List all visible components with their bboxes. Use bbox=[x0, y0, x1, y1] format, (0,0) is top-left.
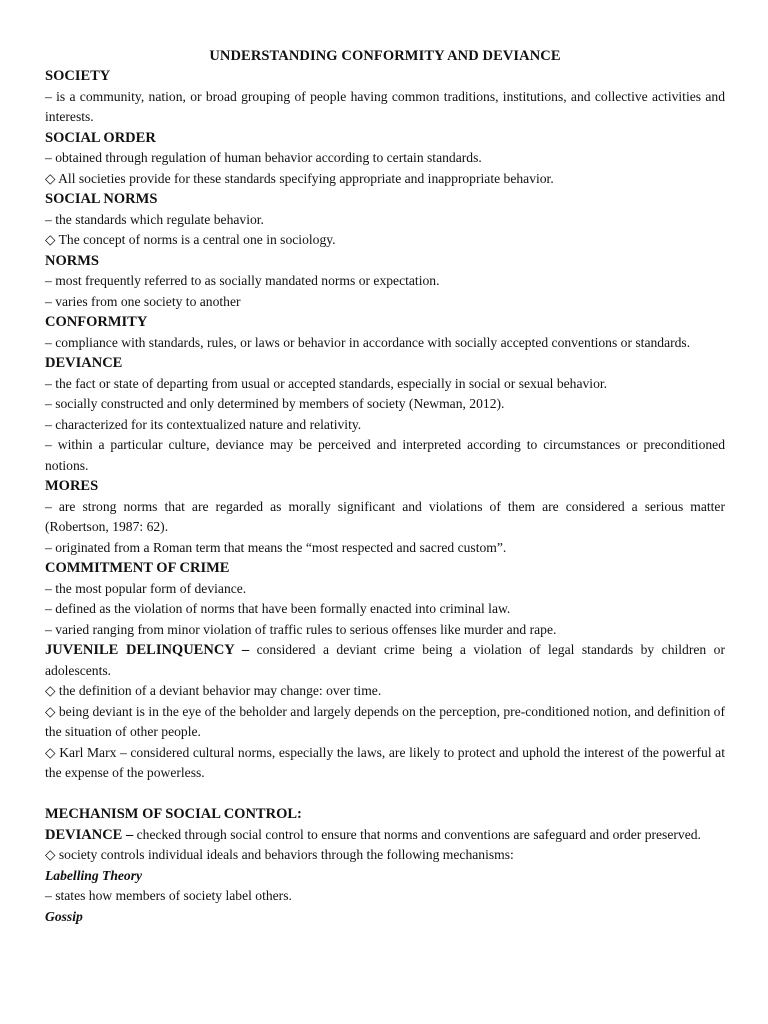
definition-line: – defined as the violation of norms that have been formally enacted into criminal law. bbox=[45, 601, 511, 616]
document-page bbox=[45, 46, 725, 927]
section-heading: SOCIAL ORDER bbox=[45, 129, 156, 146]
definition-line: – originated from a Roman term that means the “most respected and sacred custom”. bbox=[45, 539, 507, 555]
inline-heading: JUVENILE DELINQUENCY – bbox=[45, 642, 250, 658]
section-heading: SOCIETY bbox=[45, 68, 111, 84]
bullet-line: ◇ All societies provide for these standards specifying appropriate and inappropriate behavior. bbox=[45, 170, 554, 186]
definition-line: – compliance with standards, rules, or laws or behavior in accordance with socially accepted conventions or standards. bbox=[45, 334, 691, 350]
section-heading: CONFORMITY bbox=[45, 314, 148, 330]
bullet-line: ◇ Karl Marx – considered cultural norms, especially the laws, are likely to protect and uphold the interest of the powerful at the expense of the powerless. bbox=[45, 744, 725, 780]
section-mechanism-of-social-control bbox=[45, 804, 725, 927]
section-deviance bbox=[45, 353, 725, 476]
section-social-order bbox=[45, 128, 725, 190]
section-heading: DEVIANCE bbox=[45, 355, 123, 371]
section-conformity bbox=[45, 312, 725, 353]
inline-text: considered a deviant crime being a violation of legal standards by children or adolescents. bbox=[45, 642, 725, 678]
subheading-gossip: Gossip bbox=[45, 908, 83, 924]
definition-line: – socially constructed and only determined by members of society (Newman, 2012). bbox=[45, 396, 505, 411]
subheading-labelling-theory: Labelling Theory bbox=[45, 867, 143, 883]
inline-text: checked through social control to ensure that norms and conventions are safeguard and order preserved. bbox=[133, 826, 701, 842]
definition-line: – varied ranging from minor violation of traffic rules to serious offenses like murder and rape. bbox=[45, 621, 557, 637]
section-heading: NORMS bbox=[45, 252, 99, 269]
section-mores bbox=[45, 476, 725, 558]
definition-line: – most frequently referred to as socially mandated norms or expectation. bbox=[45, 273, 440, 288]
definition-line: – the standards which regulate behavior. bbox=[45, 211, 264, 227]
definition-line: – characterized for its contextualized nature and relativity. bbox=[45, 416, 362, 432]
inline-heading: DEVIANCE – bbox=[45, 826, 134, 843]
document-title: UNDERSTANDING CONFORMITY AND DEVIANCE bbox=[209, 48, 561, 64]
section-norms bbox=[45, 251, 725, 313]
definition-line: – obtained through regulation of human behavior according to certain standards. bbox=[45, 150, 482, 165]
bullet-line: ◇ the definition of a deviant behavior may change: over time. bbox=[45, 683, 382, 698]
definition-line: – states how members of society label others. bbox=[45, 888, 292, 903]
definition-line: – is a community, nation, or broad grouping of people having common traditions, institutions, and collective activities and interests. bbox=[45, 88, 725, 124]
section-society bbox=[45, 66, 725, 128]
bullet-line: ◇ being deviant is in the eye of the beholder and largely depends on the perception, pre-conditioned notion, and definition of the situation of other people. bbox=[45, 703, 725, 739]
section-heading: SOCIAL NORMS bbox=[45, 191, 158, 207]
section-heading: MECHANISM OF SOCIAL CONTROL: bbox=[45, 806, 302, 822]
definition-line: – are strong norms that are regarded as morally significant and violations of them are considered a serious matter (Robertson, 1987: 62). bbox=[45, 498, 725, 534]
section-juvenile-delinquency bbox=[45, 640, 725, 784]
deviance-control-definition bbox=[45, 825, 725, 846]
definition-line: – the most popular form of deviance. bbox=[45, 580, 247, 596]
section-heading: MORES bbox=[45, 478, 99, 494]
paragraph-gap bbox=[45, 784, 725, 805]
definition-line: – the fact or state of departing from usual or accepted standards, especially in social or sexual behavior. bbox=[45, 375, 608, 391]
bullet-line: ◇ society controls individual ideals and behaviors through the following mechanisms: bbox=[45, 847, 514, 862]
definition-line: – within a particular culture, deviance may be perceived and interpreted according to circumstances or preconditioned notions. bbox=[45, 437, 725, 473]
definition-line: – varies from one society to another bbox=[45, 293, 241, 309]
juvenile-definition bbox=[45, 640, 725, 681]
bullet-line: ◇ The concept of norms is a central one in sociology. bbox=[45, 232, 336, 247]
section-social-norms bbox=[45, 189, 725, 251]
section-commitment-of-crime bbox=[45, 558, 725, 640]
section-heading: COMMITMENT OF CRIME bbox=[45, 560, 230, 576]
